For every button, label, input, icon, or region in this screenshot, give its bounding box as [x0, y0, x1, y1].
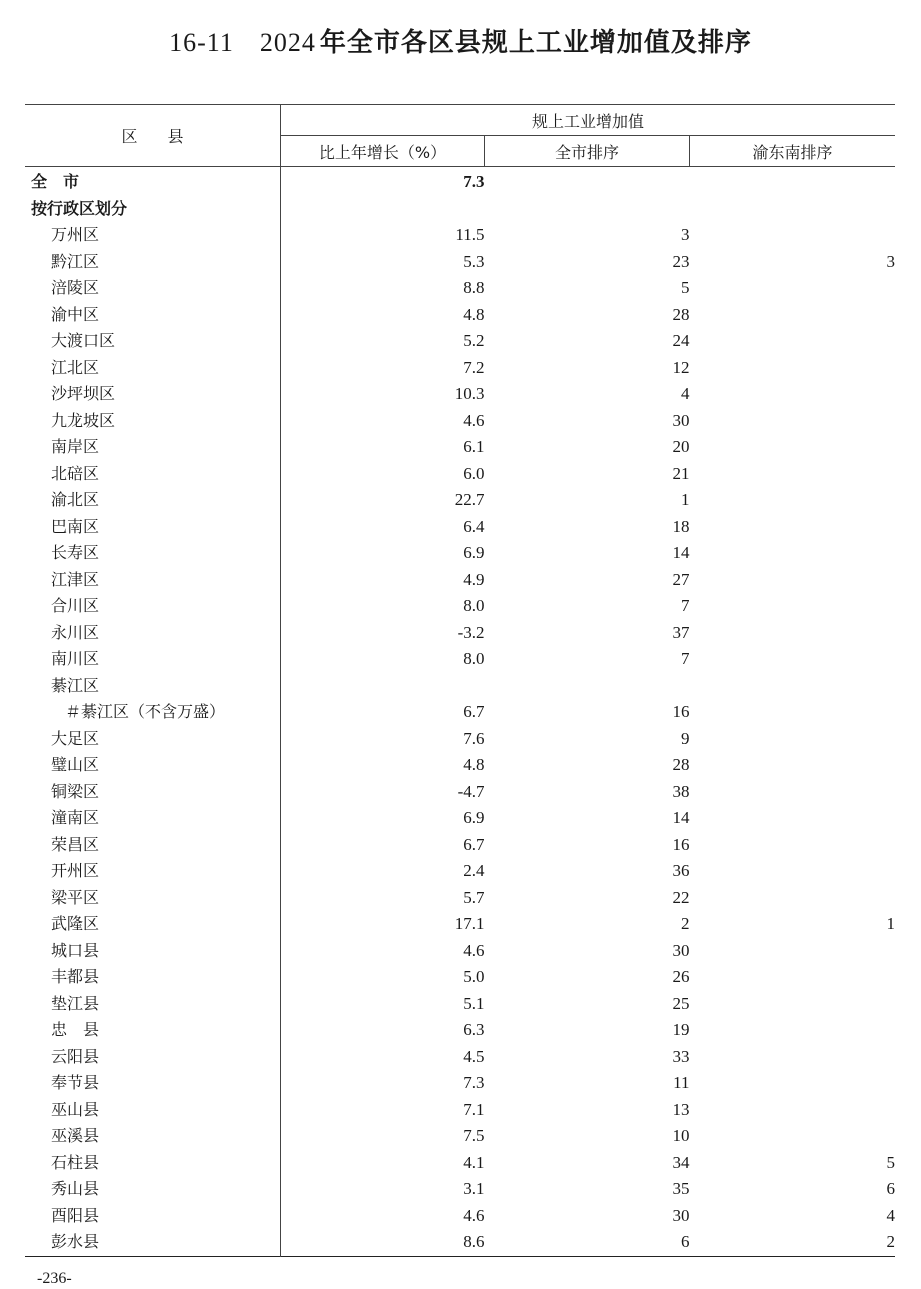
growth-cell: 6.9: [463, 543, 485, 562]
table-row: [25, 1017, 895, 1044]
growth-cell: 6.9: [463, 808, 485, 827]
growth-cell: 7.5: [463, 1126, 485, 1145]
city-rank-cell: 27: [672, 569, 690, 589]
growth-cell: 8.8: [463, 278, 485, 297]
statistics-table: [25, 104, 895, 1257]
table-row: [25, 1229, 895, 1256]
growth-cell: 7.2: [463, 357, 485, 377]
southeast-rank-cell: [690, 991, 896, 1018]
table-row: [25, 858, 895, 885]
city-rank-cell: 30: [672, 410, 690, 430]
growth-cell: 4.5: [463, 1046, 485, 1066]
southeast-rank-cell: [690, 646, 896, 673]
growth-cell: 4.9: [463, 569, 485, 589]
southeast-rank-cell: 3: [886, 251, 895, 271]
southeast-rank-cell: [690, 699, 896, 726]
table-row: [25, 408, 895, 435]
region-name-cell: 永川区: [25, 620, 281, 647]
growth-cell: 6.7: [463, 834, 485, 854]
region-name-cell: 石柱县: [25, 1150, 281, 1177]
growth-cell: 2.4: [463, 861, 485, 880]
table-row: [25, 805, 895, 832]
growth-cell: -3.2: [457, 622, 485, 642]
growth-cell: 7.1: [463, 1099, 485, 1119]
table-row: [25, 167, 895, 196]
city-rank-cell: 1: [681, 490, 690, 509]
city-rank-cell: 24: [672, 331, 690, 350]
growth-cell: 8.0: [463, 649, 485, 668]
header-southeast-rank: 渝东南排序: [690, 136, 896, 167]
city-rank-cell: 3: [681, 225, 690, 244]
region-name-cell: 南岸区: [25, 434, 281, 461]
growth-cell: 7.3: [463, 1073, 485, 1092]
table-row: [25, 196, 895, 223]
region-name-cell: 万州区: [25, 222, 281, 249]
table-row: [25, 911, 895, 938]
city-rank-cell: 26: [672, 967, 690, 986]
region-name-cell: 潼南区: [25, 805, 281, 832]
southeast-rank-cell: 2: [886, 1232, 895, 1251]
city-rank-cell: 7: [681, 649, 690, 668]
region-name-cell: 武隆区: [25, 911, 281, 938]
table-row: [25, 461, 895, 488]
region-name-cell: 涪陵区: [25, 275, 281, 302]
growth-cell: 8.6: [463, 1232, 485, 1251]
southeast-rank-cell: [690, 620, 896, 647]
growth-cell: 5.1: [463, 993, 485, 1013]
southeast-rank-cell: [690, 381, 896, 408]
region-name-cell: 丰都县: [25, 964, 281, 991]
table-row: [25, 673, 895, 700]
southeast-rank-cell: [690, 673, 896, 700]
table-row: [25, 1176, 895, 1203]
region-name-cell: 綦江区: [25, 673, 281, 700]
table-row: [25, 1123, 895, 1150]
region-name-cell: 巫山县: [25, 1097, 281, 1124]
city-rank-cell: 28: [672, 755, 690, 774]
city-rank-cell: 22: [672, 887, 690, 907]
city-rank-cell: 13: [672, 1099, 690, 1119]
city-rank-cell: 14: [672, 543, 690, 562]
city-rank-cell: 23: [672, 251, 690, 271]
region-name-cell: 铜梁区: [25, 779, 281, 806]
table-row: [25, 620, 895, 647]
table-row: [25, 328, 895, 355]
region-name-cell: 沙坪坝区: [25, 381, 281, 408]
table-row: [25, 487, 895, 514]
region-name-cell: ＃綦江区（不含万盛）: [25, 699, 281, 726]
growth-cell: 10.3: [454, 384, 485, 403]
region-name-cell: 江津区: [25, 567, 281, 594]
region-name-cell: 渝中区: [25, 302, 281, 329]
region-name-cell: 巫溪县: [25, 1123, 281, 1150]
table-row: [25, 1150, 895, 1177]
southeast-rank-cell: [690, 938, 896, 965]
table-row: [25, 752, 895, 779]
growth-cell: 7.3: [463, 172, 485, 191]
table-body: [25, 167, 895, 1257]
growth-cell: 5.0: [463, 967, 485, 986]
southeast-rank-cell: [690, 196, 896, 223]
city-rank-cell: 38: [672, 781, 690, 801]
growth-cell: 4.1: [463, 1152, 485, 1172]
growth-cell: 6.7: [463, 702, 485, 721]
southeast-rank-cell: 6: [886, 1179, 895, 1198]
city-rank-cell: [485, 167, 690, 196]
table-row: [25, 1044, 895, 1071]
table-row: [25, 779, 895, 806]
growth-cell: -4.7: [457, 781, 485, 801]
table-row: [25, 514, 895, 541]
growth-cell: 5.2: [463, 331, 485, 350]
growth-cell: 11.5: [455, 225, 485, 244]
growth-cell: 4.6: [463, 1205, 485, 1225]
southeast-rank-cell: [690, 1097, 896, 1124]
city-rank-cell: 11: [673, 1073, 690, 1092]
southeast-rank-cell: [690, 167, 896, 196]
southeast-rank-cell: [690, 964, 896, 991]
growth-cell: [281, 673, 485, 700]
southeast-rank-cell: [690, 593, 896, 620]
city-rank-cell: 30: [672, 1205, 690, 1225]
region-name-cell: 开州区: [25, 858, 281, 885]
region-name-cell: 忠 县: [25, 1017, 281, 1044]
southeast-rank-cell: [690, 514, 896, 541]
city-rank-cell: 7: [681, 596, 690, 615]
table-number: 16-11: [169, 28, 234, 57]
table-row: [25, 832, 895, 859]
southeast-rank-cell: [690, 885, 896, 912]
city-rank-cell: [485, 673, 690, 700]
growth-cell: 5.3: [463, 251, 485, 271]
city-rank-cell: 33: [672, 1046, 690, 1066]
growth-cell: 6.3: [463, 1020, 485, 1039]
city-rank-cell: 18: [672, 516, 690, 536]
table-row: [25, 991, 895, 1018]
city-rank-cell: 19: [672, 1020, 690, 1039]
city-rank-cell: 21: [672, 463, 690, 483]
region-name-cell: 北碚区: [25, 461, 281, 488]
region-name-cell: 长寿区: [25, 540, 281, 567]
city-rank-cell: 37: [672, 622, 690, 642]
growth-cell: 4.8: [463, 755, 485, 774]
growth-cell: 4.8: [463, 304, 485, 324]
table-row: [25, 381, 895, 408]
southeast-rank-cell: 1: [886, 914, 895, 933]
region-name-cell: 酉阳县: [25, 1203, 281, 1230]
city-rank-cell: 16: [672, 834, 690, 854]
table-row: [25, 699, 895, 726]
city-rank-cell: 2: [681, 914, 690, 933]
southeast-rank-cell: [690, 726, 896, 753]
southeast-rank-cell: [690, 275, 896, 302]
table-row: [25, 1097, 895, 1124]
southeast-rank-cell: [690, 328, 896, 355]
city-rank-cell: 12: [672, 357, 690, 377]
table-title-text: 年全市各区县规上工业增加值及排序: [319, 28, 752, 58]
table-row: [25, 938, 895, 965]
table-row: [25, 222, 895, 249]
growth-cell: 17.1: [454, 914, 485, 933]
southeast-rank-cell: [690, 355, 896, 382]
table-row: [25, 355, 895, 382]
southeast-rank-cell: [690, 1123, 896, 1150]
city-rank-cell: 4: [681, 384, 690, 403]
city-rank-cell: 36: [672, 861, 690, 880]
region-name-cell: 九龙坡区: [25, 408, 281, 435]
header-growth: 比上年增长（%）: [281, 136, 485, 167]
city-rank-cell: 25: [672, 993, 690, 1013]
table-row: [25, 885, 895, 912]
growth-cell: 4.6: [463, 940, 485, 960]
southeast-rank-cell: [690, 779, 896, 806]
growth-cell: 4.6: [463, 410, 485, 430]
city-rank-cell: 14: [672, 808, 690, 827]
table-row: [25, 964, 895, 991]
city-rank-cell: 10: [672, 1126, 690, 1145]
page-title: [0, 22, 921, 59]
city-rank-cell: 28: [672, 304, 690, 324]
region-name-cell: 全 市: [25, 167, 281, 196]
table-row: [25, 726, 895, 753]
region-name-cell: 荣昌区: [25, 832, 281, 859]
region-name-cell: 南川区: [25, 646, 281, 673]
southeast-rank-cell: [690, 832, 896, 859]
southeast-rank-cell: [690, 1044, 896, 1071]
region-name-cell: 巴南区: [25, 514, 281, 541]
region-name-cell: 云阳县: [25, 1044, 281, 1071]
city-rank-cell: 9: [681, 728, 690, 748]
southeast-rank-cell: [690, 487, 896, 514]
growth-cell: 8.0: [463, 596, 485, 615]
region-name-cell: 奉节县: [25, 1070, 281, 1097]
growth-cell: 6.1: [463, 437, 485, 456]
page-number: -236-: [37, 1270, 72, 1287]
region-name-cell: 秀山县: [25, 1176, 281, 1203]
southeast-rank-cell: 5: [886, 1152, 895, 1172]
region-name-cell: 梁平区: [25, 885, 281, 912]
southeast-rank-cell: [690, 752, 896, 779]
table-row: [25, 567, 895, 594]
region-name-cell: 垫江县: [25, 991, 281, 1018]
table-row: [25, 302, 895, 329]
growth-cell: 6.0: [463, 463, 485, 483]
southeast-rank-cell: [690, 434, 896, 461]
city-rank-cell: 6: [681, 1232, 690, 1251]
city-rank-cell: 20: [672, 437, 690, 456]
region-name-cell: 大足区: [25, 726, 281, 753]
table-row: [25, 1070, 895, 1097]
region-name-cell: 大渡口区: [25, 328, 281, 355]
southeast-rank-cell: [690, 461, 896, 488]
header-city-rank: 全市排序: [485, 136, 690, 167]
southeast-rank-cell: [690, 408, 896, 435]
growth-cell: 22.7: [454, 490, 485, 509]
southeast-rank-cell: 4: [886, 1205, 895, 1225]
southeast-rank-cell: [690, 222, 896, 249]
city-rank-cell: 5: [681, 278, 690, 297]
region-name-cell: 彭水县: [25, 1229, 281, 1256]
growth-cell: 3.1: [463, 1179, 485, 1198]
region-name-cell: 黔江区: [25, 249, 281, 276]
table-row: [25, 593, 895, 620]
table-row: [25, 249, 895, 276]
table-row: [25, 540, 895, 567]
city-rank-cell: 35: [672, 1179, 690, 1198]
region-name-cell: 渝北区: [25, 487, 281, 514]
city-rank-cell: [485, 196, 690, 223]
city-rank-cell: 30: [672, 940, 690, 960]
city-rank-cell: 16: [672, 702, 690, 721]
growth-cell: 5.7: [463, 887, 485, 907]
header-region: 区县: [25, 105, 281, 167]
city-rank-cell: 34: [672, 1152, 690, 1172]
southeast-rank-cell: [690, 858, 896, 885]
region-name-cell: 城口县: [25, 938, 281, 965]
growth-cell: [281, 196, 485, 223]
table-row: [25, 1203, 895, 1230]
region-name-cell: 璧山区: [25, 752, 281, 779]
table-row: [25, 275, 895, 302]
southeast-rank-cell: [690, 567, 896, 594]
region-name-cell: 江北区: [25, 355, 281, 382]
growth-cell: 7.6: [463, 728, 485, 748]
region-name-cell: 按行政区划分: [25, 196, 281, 223]
table-row: [25, 646, 895, 673]
table-row: [25, 434, 895, 461]
southeast-rank-cell: [690, 805, 896, 832]
table-year: 2024: [259, 28, 316, 57]
southeast-rank-cell: [690, 302, 896, 329]
southeast-rank-cell: [690, 1017, 896, 1044]
growth-cell: 6.4: [463, 516, 485, 536]
southeast-rank-cell: [690, 540, 896, 567]
region-name-cell: 合川区: [25, 593, 281, 620]
southeast-rank-cell: [690, 1070, 896, 1097]
header-group: 规上工业增加值: [281, 105, 896, 136]
